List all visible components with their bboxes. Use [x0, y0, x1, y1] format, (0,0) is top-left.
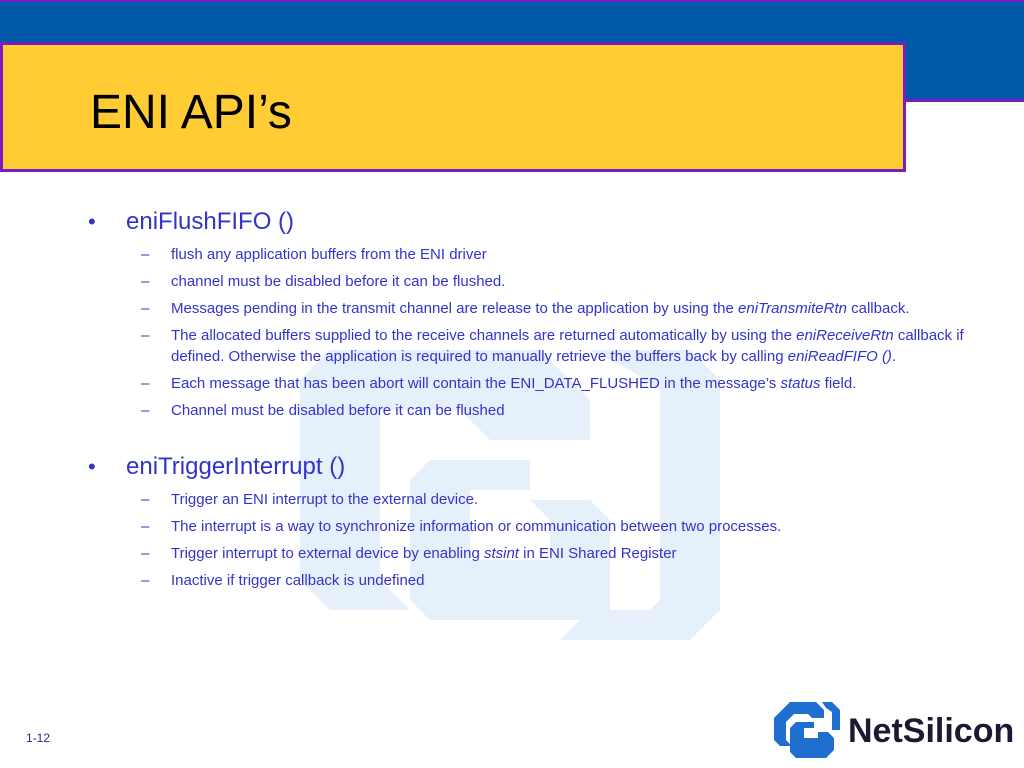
netsilicon-logo: [772, 700, 1022, 760]
dash-icon: –: [141, 375, 150, 392]
code-identifier: status: [780, 375, 821, 392]
code-identifier: eniReceiveRtn: [796, 327, 894, 344]
dash-icon: –: [141, 300, 150, 317]
sub-bullet-item: [0, 298, 1024, 319]
title-box: [0, 42, 906, 172]
sub-bullet-text: callback if defined. Otherwise the application is required to manually retrieve the buffers back by calling: [171, 327, 964, 365]
dash-icon: –: [141, 246, 150, 263]
sub-bullet-text: Messages pending in the transmit channel are release to the application by using the: [171, 300, 739, 317]
dash-icon: –: [141, 545, 150, 562]
sub-bullet-item: [0, 543, 1024, 564]
sub-bullet-item: [0, 489, 1024, 510]
sub-bullet-text: Trigger interrupt to external device by enabling: [171, 545, 484, 562]
bullet-heading-text: eniTriggerInterrupt (): [126, 453, 346, 480]
logo-text: NetSilicon: [848, 712, 1015, 750]
dash-icon: –: [141, 518, 150, 535]
sub-bullet-text: flush any application buffers from the ENI driver: [171, 246, 487, 263]
code-identifier: eniReadFIFO (): [787, 348, 892, 365]
code-identifier: stsint: [483, 545, 519, 562]
dash-icon: –: [141, 491, 150, 508]
sub-bullet-text: Each message that has been abort will contain the ENI_DATA_FLUSHED in the message’s: [171, 375, 781, 392]
sub-bullet-text: in ENI Shared Register: [518, 545, 677, 562]
sub-bullet-list: [0, 244, 1024, 421]
sub-bullet-text: callback.: [846, 300, 910, 317]
bullet-heading: [0, 208, 1024, 238]
sub-bullet-text: Inactive if trigger callback is undefined: [171, 572, 425, 589]
page-number: 1-12: [26, 731, 51, 745]
sub-bullet-list: [0, 489, 1024, 591]
slide-content: [0, 208, 1024, 597]
dash-icon: –: [141, 572, 150, 589]
sub-bullet-text: Channel must be disabled before it can be flushed: [171, 402, 505, 419]
sub-bullet-text: The allocated buffers supplied to the receive channels are returned automatically by using the: [171, 327, 797, 344]
sub-bullet-text: The interrupt is a way to synchronize information or communication between two processes.: [171, 518, 782, 535]
sub-bullet-item: [0, 325, 1024, 367]
sub-bullet-text: channel must be disabled before it can be flushed.: [171, 273, 506, 290]
sub-bullet-text: field.: [820, 375, 857, 392]
sub-bullet-item: [0, 400, 1024, 421]
bullet-dot-icon: •: [88, 209, 96, 234]
dash-icon: –: [141, 402, 150, 419]
sub-bullet-item: [0, 570, 1024, 591]
dash-icon: –: [141, 273, 150, 290]
sub-bullet-item: [0, 373, 1024, 394]
code-identifier: eniTransmiteRtn: [738, 300, 847, 317]
sub-bullet-text: .: [891, 348, 897, 365]
sub-bullet-item: [0, 244, 1024, 265]
bullet-heading: [0, 453, 1024, 483]
sub-bullet-item: [0, 271, 1024, 292]
bullet-heading-text: eniFlushFIFO (): [126, 208, 295, 235]
slide-title: ENI API’s: [90, 86, 292, 139]
section-gap: [0, 427, 1024, 453]
sub-bullet-text: Trigger an ENI interrupt to the external device.: [171, 491, 479, 508]
dash-icon: –: [141, 327, 150, 344]
bullet-dot-icon: •: [88, 454, 96, 479]
sub-bullet-item: [0, 516, 1024, 537]
netsilicon-logo-icon: [772, 700, 842, 760]
